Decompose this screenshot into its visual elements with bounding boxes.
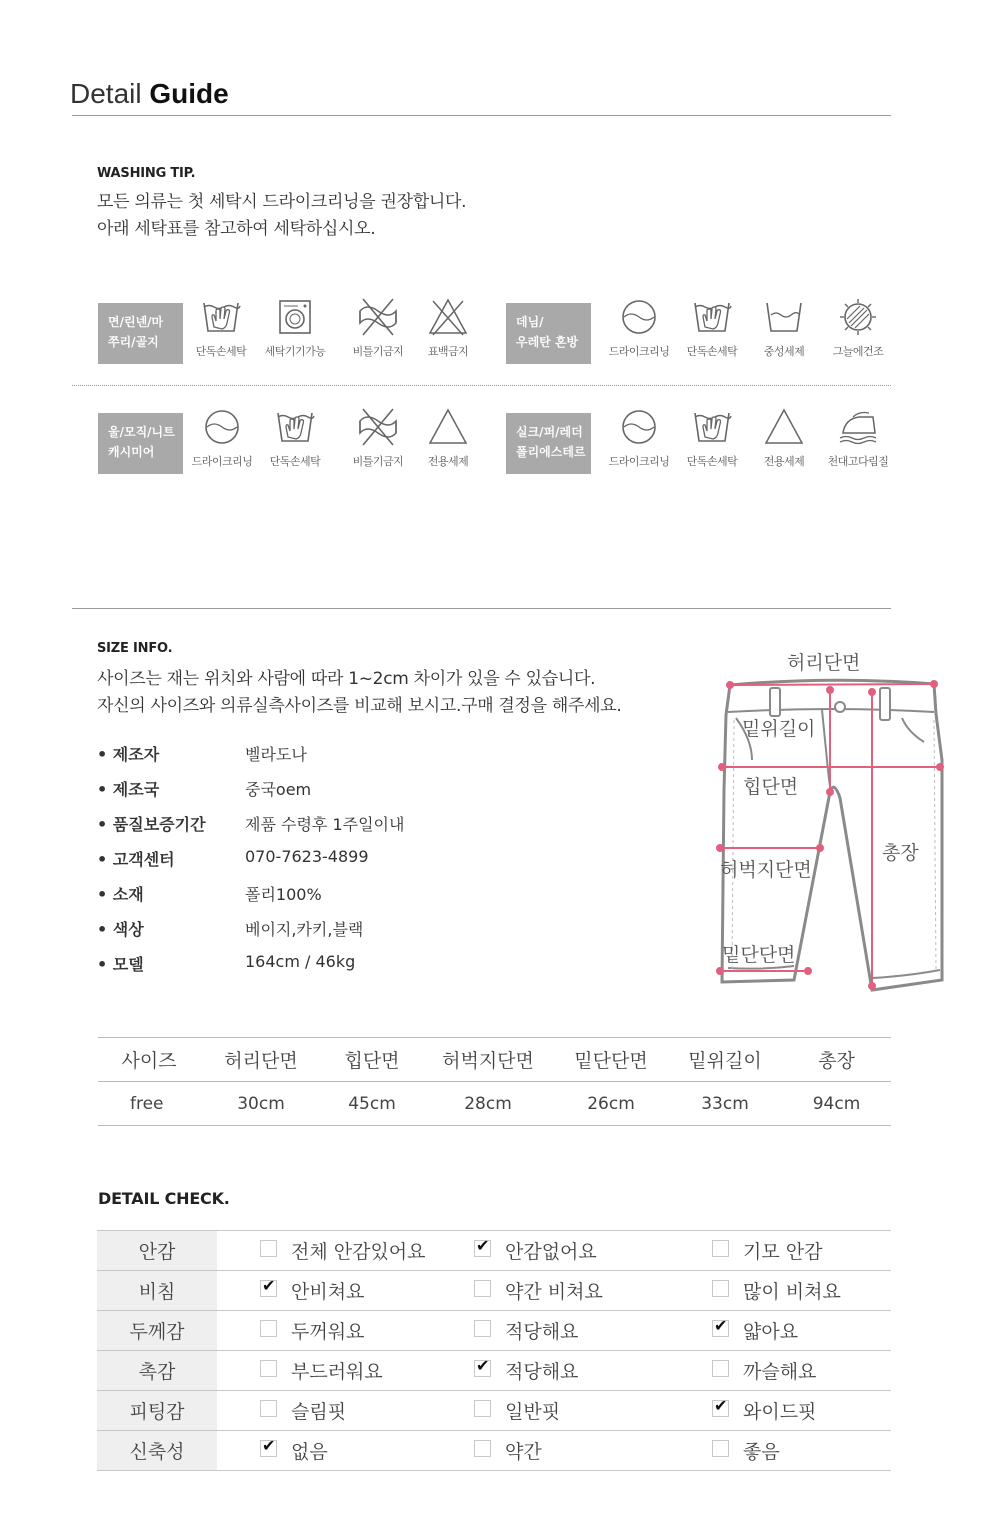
check-option-label: 기모 안감: [743, 1241, 823, 1263]
no-wring-icon: [357, 297, 399, 337]
size-cell: 28cm: [422, 1082, 554, 1126]
wash-item-label: 단독손세탁: [195, 345, 247, 358]
washing-tip-label: WASHING TIP.: [97, 166, 196, 181]
size-cell: 45cm: [322, 1082, 422, 1126]
wash-category-line: 데님/: [516, 315, 544, 329]
wash-item-label: 중성세제: [763, 345, 805, 358]
wash-item: [604, 407, 674, 469]
size-header-cell: 밑위길이: [668, 1038, 782, 1082]
wash-item: [187, 407, 257, 469]
checkbox[interactable]: [712, 1240, 729, 1257]
hand-wash-icon: [200, 297, 242, 337]
check-option-label: 없음: [291, 1441, 328, 1463]
check-option-label: 적당해요: [505, 1321, 579, 1343]
wash-category-line: 울/모직/니트: [108, 425, 175, 439]
wash-item: [186, 297, 256, 359]
spec-key: • 소재: [97, 885, 144, 904]
check-option-label: 약간 비쳐요: [505, 1281, 603, 1303]
check-category: 비침: [97, 1271, 217, 1311]
wash-item-label: 드라이크리닝: [191, 455, 253, 468]
table-row: [97, 1391, 891, 1431]
check-option-label: 까슬해요: [743, 1361, 817, 1383]
checkbox-checked[interactable]: [260, 1280, 277, 1297]
table-row: [98, 1082, 891, 1126]
neutral-detergent-icon: [763, 297, 805, 337]
check-option[interactable]: [217, 1271, 431, 1311]
pants-label-rise: 밑위길이: [742, 718, 816, 740]
wash-category-wool: [98, 413, 183, 474]
wash-category-line: 우레탄 혼방: [516, 335, 579, 349]
spec-key: • 제조자: [97, 745, 160, 764]
check-option[interactable]: [217, 1311, 431, 1351]
check-option-label: 두꺼워요: [291, 1321, 365, 1343]
check-option-label: 안비쳐요: [291, 1281, 365, 1303]
wash-item-label: 단독손세탁: [269, 455, 321, 468]
check-option[interactable]: [669, 1311, 891, 1351]
check-option[interactable]: [431, 1431, 669, 1471]
pants-label-waist: 허리단면: [787, 652, 861, 674]
checkbox[interactable]: [474, 1440, 491, 1457]
checkbox[interactable]: [260, 1400, 277, 1417]
page-title: [70, 78, 229, 110]
check-option[interactable]: [669, 1431, 891, 1471]
check-option-label: 슬림핏: [291, 1401, 347, 1423]
check-option[interactable]: [669, 1231, 891, 1271]
size-cell: 94cm: [782, 1082, 891, 1126]
size-header-cell: 총장: [782, 1038, 891, 1082]
shade-dry-icon: [837, 297, 879, 337]
wash-item-label: 세탁기기가능: [264, 345, 326, 358]
dry-clean-icon: [618, 407, 660, 447]
spec-value: 070-7623-4899: [245, 847, 369, 866]
check-category: 촉감: [97, 1351, 217, 1391]
wash-item: [413, 407, 483, 469]
wash-category-cotton: [98, 303, 183, 364]
checkbox[interactable]: [260, 1240, 277, 1257]
checkbox-checked[interactable]: [712, 1320, 729, 1337]
check-option[interactable]: [431, 1271, 669, 1311]
hand-wash-icon: [691, 297, 733, 337]
checkbox[interactable]: [260, 1320, 277, 1337]
wash-item: [604, 297, 674, 359]
size-cell: 33cm: [668, 1082, 782, 1126]
table-row: [97, 1231, 891, 1271]
check-option-label: 안감없어요: [505, 1241, 597, 1263]
no-bleach-icon: [427, 297, 469, 337]
wash-item-label: 단독손세탁: [686, 345, 738, 358]
check-option[interactable]: [431, 1391, 669, 1431]
wash-item: [343, 407, 413, 469]
wash-item: [823, 407, 893, 469]
wash-item: [343, 297, 413, 359]
size-header-cell: 허리단면: [200, 1038, 322, 1082]
wash-item-label: 비틀기금지: [352, 455, 404, 468]
wash-item: [823, 297, 893, 359]
spec-value: 제품 수령후 1주일이내: [245, 815, 405, 834]
wash-item-label: 드라이크리닝: [608, 455, 670, 468]
size-info-line: 자신의 사이즈와 의류실측사이즈를 비교해 보시고.구매 결정을 해주세요.: [97, 696, 622, 716]
check-option[interactable]: [217, 1391, 431, 1431]
check-category: 두께감: [97, 1311, 217, 1351]
check-option[interactable]: [669, 1271, 891, 1311]
size-cell: 30cm: [200, 1082, 322, 1126]
checkbox[interactable]: [474, 1400, 491, 1417]
wash-category-line: 면/린넨/마: [108, 315, 164, 329]
size-cell: free: [98, 1082, 200, 1126]
spec-key: • 색상: [97, 920, 144, 939]
wash-category-line: 실크/퍼/레더: [516, 425, 583, 439]
wash-item-label: 비틀기금지: [352, 345, 404, 358]
dry-clean-icon: [618, 297, 660, 337]
wash-item: [260, 407, 330, 469]
check-option-label: 얇아요: [743, 1321, 799, 1343]
detail-check-table: [97, 1230, 891, 1471]
wash-divider: [72, 385, 891, 386]
table-row: [97, 1271, 891, 1311]
checkbox-checked[interactable]: [474, 1360, 491, 1377]
check-option[interactable]: [217, 1231, 431, 1271]
table-row: [97, 1431, 891, 1471]
washing-tip-line: 모든 의류는 첫 세탁시 드라이크리닝을 권장합니다.: [97, 192, 467, 212]
wash-item-label: 드라이크리닝: [608, 345, 670, 358]
spec-key: • 품질보증기간: [97, 815, 206, 834]
size-table: [98, 1037, 891, 1126]
wash-item: [677, 407, 747, 469]
wash-item-label: 전용세제: [763, 455, 805, 468]
wash-category-line: 폴리에스테르: [516, 445, 586, 459]
size-cell: 26cm: [554, 1082, 668, 1126]
check-option-label: 일반핏: [505, 1401, 561, 1423]
check-option-label: 전체 안감있어요: [291, 1241, 426, 1263]
check-option[interactable]: [217, 1431, 431, 1471]
check-option-label: 좋음: [743, 1441, 780, 1463]
title-thin: Detail: [70, 78, 142, 109]
check-option[interactable]: [431, 1311, 669, 1351]
pants-label-length: 총장: [882, 842, 919, 864]
washing-machine-icon: [274, 297, 316, 337]
spec-key: • 제조국: [97, 780, 160, 799]
wash-item-label: 단독손세탁: [686, 455, 738, 468]
pants-label-hip: 힙단면: [743, 776, 799, 798]
wash-item-label: 천대고다림질: [827, 455, 889, 468]
checkbox[interactable]: [260, 1360, 277, 1377]
wash-item: [749, 407, 819, 469]
no-wring-icon: [357, 407, 399, 447]
check-option-label: 많이 비쳐요: [743, 1281, 841, 1303]
wash-item-label: 전용세제: [427, 455, 469, 468]
checkbox-checked[interactable]: [712, 1400, 729, 1417]
size-info-text: [97, 666, 622, 720]
checkbox[interactable]: [712, 1280, 729, 1297]
spec-value: 벨라도나: [245, 745, 307, 764]
check-option[interactable]: [669, 1351, 891, 1391]
washing-tip-text: [97, 189, 466, 243]
check-category: 신축성: [97, 1431, 217, 1471]
wash-category-silk: [506, 413, 591, 474]
checkbox[interactable]: [474, 1280, 491, 1297]
size-header-cell: 사이즈: [98, 1038, 200, 1082]
checkbox[interactable]: [712, 1360, 729, 1377]
size-header-cell: 힙단면: [322, 1038, 422, 1082]
wash-category-denim: [506, 303, 591, 364]
spec-value: 베이지,카키,블랙: [245, 920, 364, 939]
title-divider: [72, 115, 891, 116]
wash-category-line: 캐시미어: [108, 445, 155, 459]
checkbox[interactable]: [712, 1440, 729, 1457]
size-header-cell: 밑단단면: [554, 1038, 668, 1082]
check-option[interactable]: [431, 1351, 669, 1391]
table-row: [97, 1351, 891, 1391]
check-option-label: 약간: [505, 1441, 542, 1463]
size-info-line: 사이즈는 재는 위치와 사람에 따라 1~2cm 차이가 있을 수 있습니다.: [97, 669, 596, 689]
wash-item: [413, 297, 483, 359]
check-option-label: 적당해요: [505, 1361, 579, 1383]
wash-item-label: 그늘에건조: [832, 345, 884, 358]
check-option[interactable]: [217, 1351, 431, 1391]
wash-item: [677, 297, 747, 359]
check-category: 피팅감: [97, 1391, 217, 1431]
table-row: [97, 1311, 891, 1351]
checkbox-checked[interactable]: [474, 1240, 491, 1257]
hand-wash-icon: [274, 407, 316, 447]
spec-key: • 고객센터: [97, 850, 175, 869]
check-option[interactable]: [431, 1231, 669, 1271]
wash-item-label: 표백금지: [427, 345, 469, 358]
washing-tip-line: 아래 세탁표를 참고하여 세탁하십시오.: [97, 219, 376, 239]
pants-label-hem: 밑단단면: [722, 944, 796, 966]
spec-key: • 모델: [97, 955, 144, 974]
check-category: 안감: [97, 1231, 217, 1271]
special-detergent-icon: [427, 407, 469, 447]
size-header-cell: 허벅지단면: [422, 1038, 554, 1082]
spec-value: 폴리100%: [245, 885, 322, 904]
wash-item: [749, 297, 819, 359]
section-divider: [72, 608, 891, 609]
special-detergent-icon: [763, 407, 805, 447]
check-option[interactable]: [669, 1391, 891, 1431]
pants-label-thigh: 허벅지단면: [720, 859, 812, 881]
iron-with-cloth-icon: [837, 407, 879, 447]
checkbox-checked[interactable]: [260, 1440, 277, 1457]
hand-wash-icon: [691, 407, 733, 447]
title-bold: Guide: [149, 78, 229, 109]
dry-clean-icon: [201, 407, 243, 447]
checkbox[interactable]: [474, 1320, 491, 1337]
size-table-header: [98, 1038, 891, 1082]
wash-category-line: 쭈리/골지: [108, 335, 159, 349]
spec-value: 중국oem: [245, 780, 312, 799]
detail-check-label: DETAIL CHECK.: [98, 1189, 230, 1208]
check-option-label: 와이드핏: [743, 1401, 817, 1423]
spec-value: 164cm / 46kg: [245, 952, 356, 971]
size-info-label: SIZE INFO.: [97, 641, 173, 656]
check-option-label: 부드러워요: [291, 1361, 383, 1383]
wash-item: [260, 297, 330, 359]
